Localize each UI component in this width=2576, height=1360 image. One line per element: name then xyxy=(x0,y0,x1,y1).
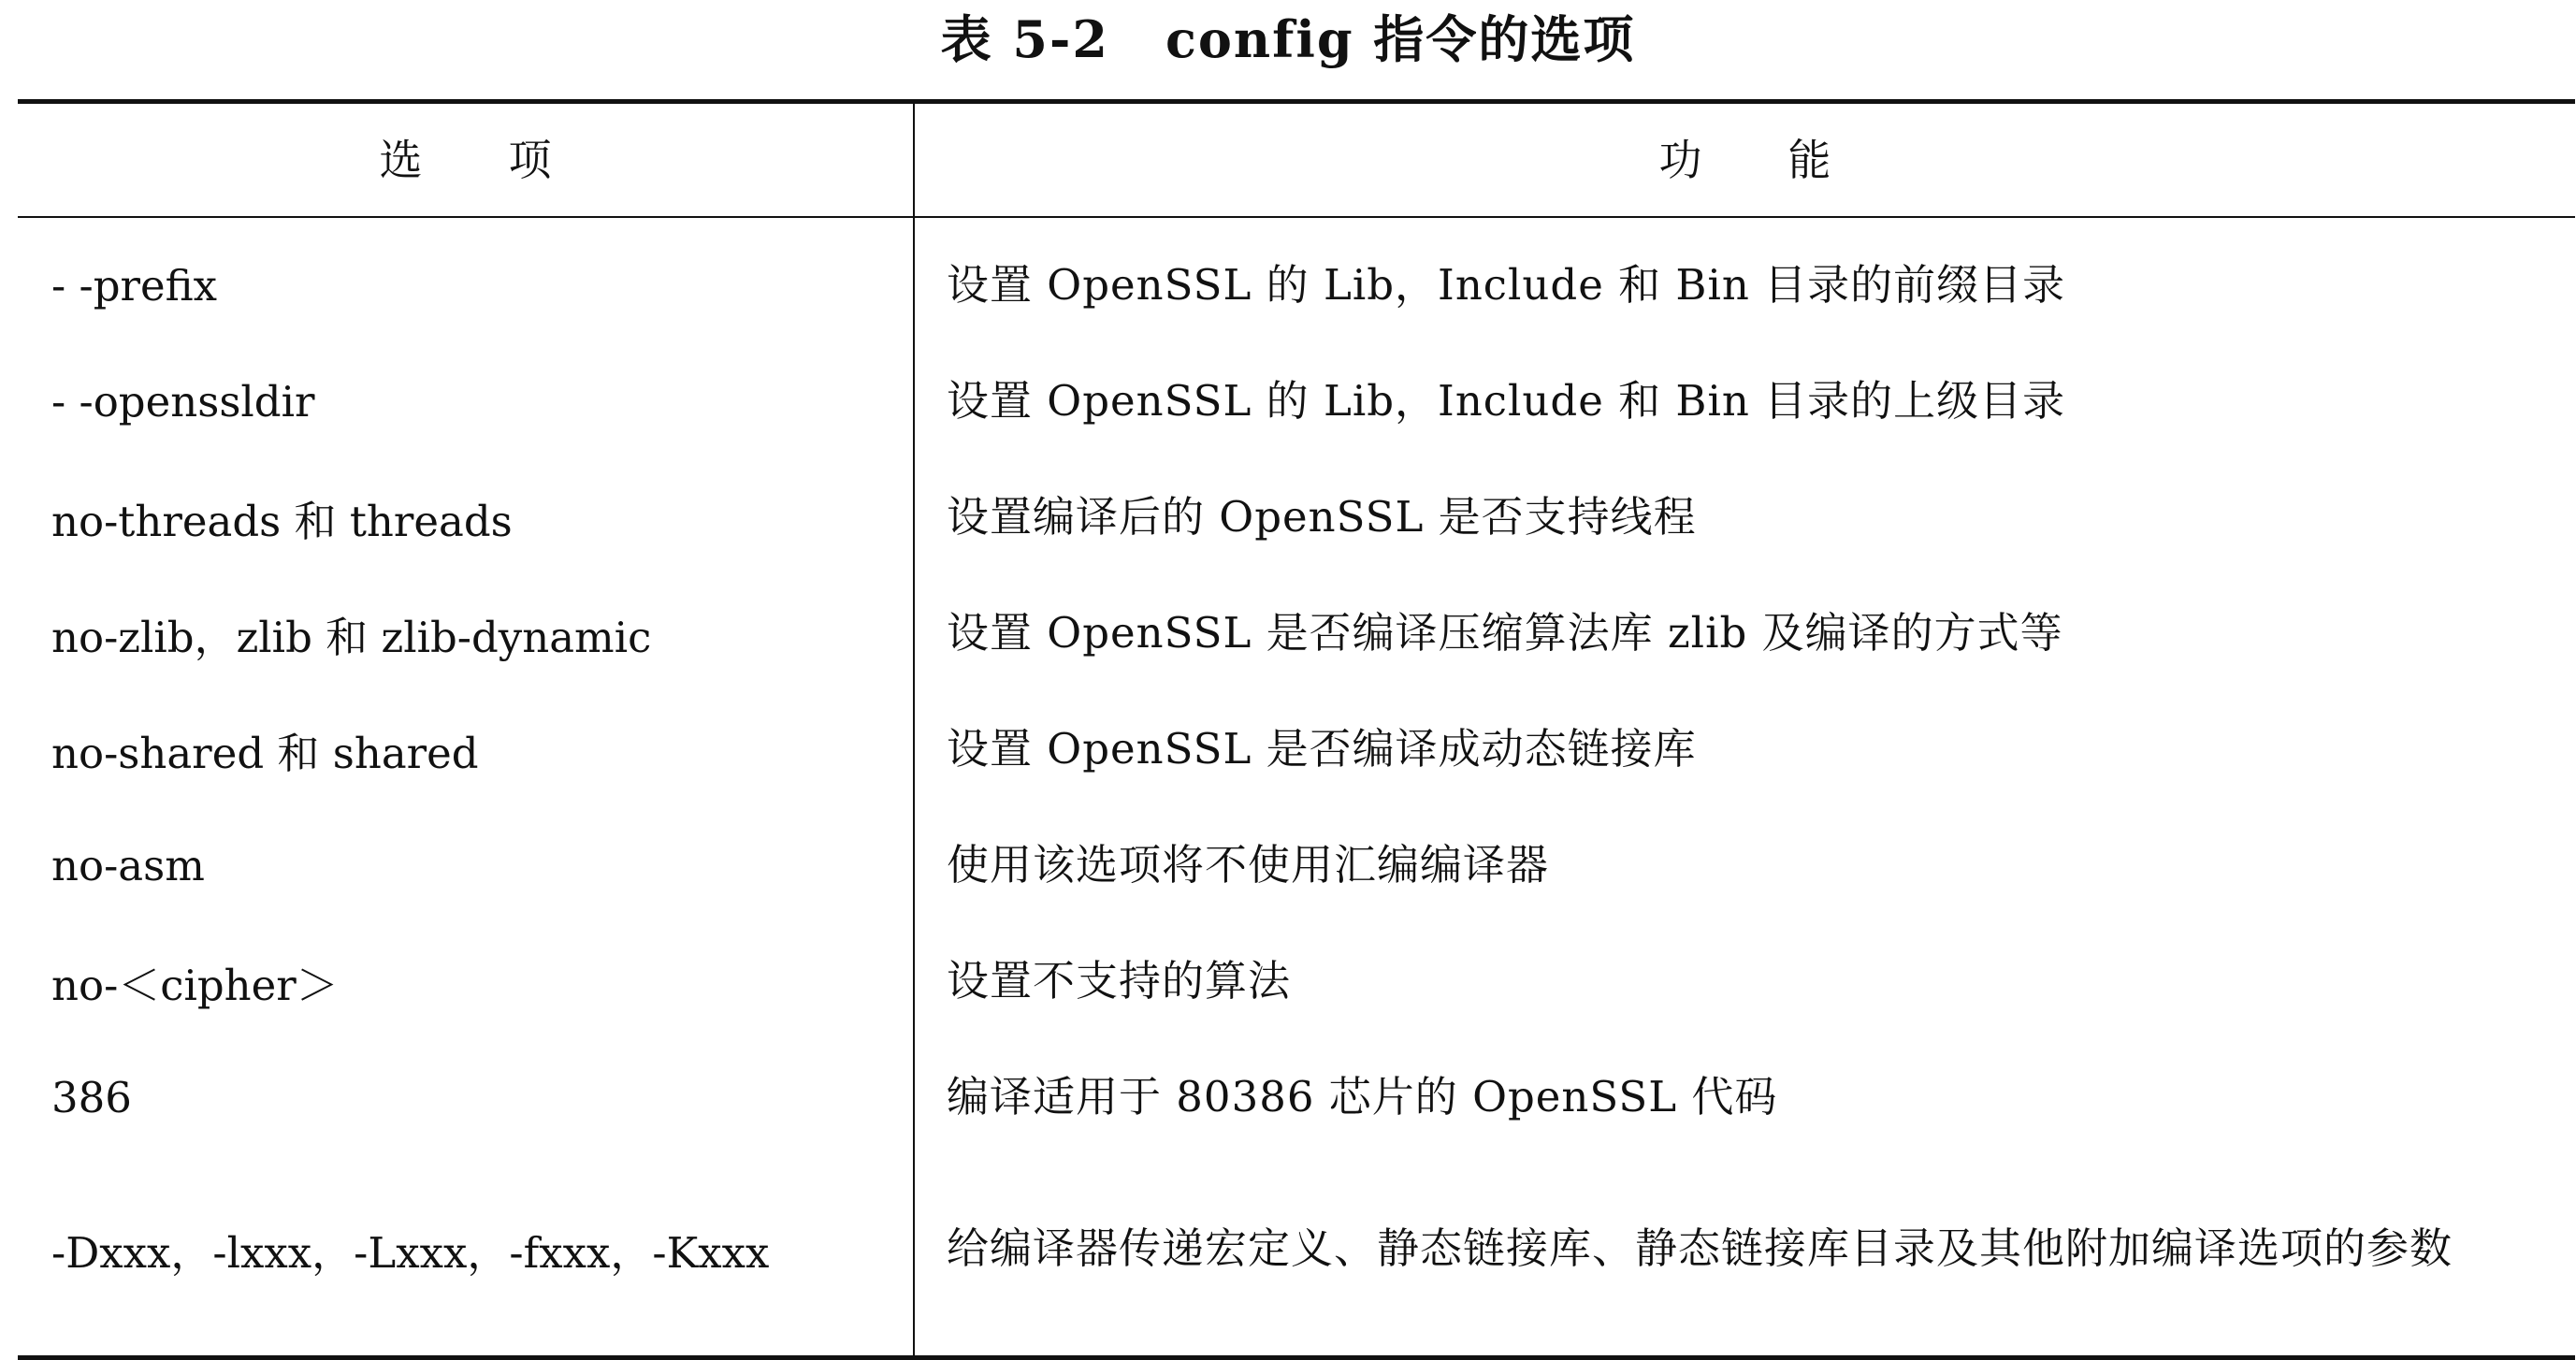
header-function: 功 能 xyxy=(1658,135,1831,185)
table-row xyxy=(18,1039,2575,1155)
option-cell: -Dxxx，-lxxx，-Lxxx，-fxxx，-Kxxx xyxy=(51,1227,770,1278)
table-caption xyxy=(0,0,2576,84)
function-cell: 使用该选项将不使用汇编编译器 xyxy=(947,840,1550,890)
option-cell: no-＜cipher＞ xyxy=(51,960,339,1010)
option-cell: no-zlib，zlib 和 zlib-dynamic xyxy=(51,612,652,662)
function-cell: 设置编译后的 OpenSSL 是否支持线程 xyxy=(947,492,1697,542)
options-table xyxy=(18,99,2575,1360)
table-title: config 指令的选项 xyxy=(1165,9,1636,69)
option-cell: 386 xyxy=(51,1072,132,1122)
function-cell: 设置 OpenSSL 的 Lib，Include 和 Bin 目录的上级目录 xyxy=(947,376,2066,426)
function-cell: 给编译器传递宏定义、静态链接库、静态链接库目录及其他附加编译选项的参数 xyxy=(947,1223,2453,1273)
table-row xyxy=(18,923,2575,1039)
header-option: 选 项 xyxy=(379,135,552,185)
option-cell: no-shared 和 shared xyxy=(51,728,479,778)
option-cell: - -prefix xyxy=(51,260,218,311)
table-row xyxy=(18,459,2575,575)
function-cell: 设置 OpenSSL 是否编译成动态链接库 xyxy=(947,724,1697,774)
option-cell: - -openssldir xyxy=(51,376,315,427)
table-row xyxy=(18,227,2575,343)
function-cell: 设置 OpenSSL 的 Lib，Include 和 Bin 目录的前缀目录 xyxy=(947,260,2066,310)
option-cell: no-asm xyxy=(51,840,205,890)
table-row xyxy=(18,1155,2575,1342)
table-row xyxy=(18,807,2575,923)
table-number: 表 5-2 xyxy=(940,9,1109,69)
table-row xyxy=(18,575,2575,691)
table-row xyxy=(18,691,2575,807)
option-cell: no-threads 和 threads xyxy=(51,496,513,546)
table-body xyxy=(18,218,2575,1355)
table-row xyxy=(18,343,2575,459)
function-cell: 设置 OpenSSL 是否编译压缩算法库 zlib 及编译的方式等 xyxy=(947,608,2063,658)
function-cell: 设置不支持的算法 xyxy=(947,956,1292,1006)
function-cell: 编译适用于 80386 芯片的 OpenSSL 代码 xyxy=(947,1072,1778,1121)
table-header-row xyxy=(18,104,2575,218)
